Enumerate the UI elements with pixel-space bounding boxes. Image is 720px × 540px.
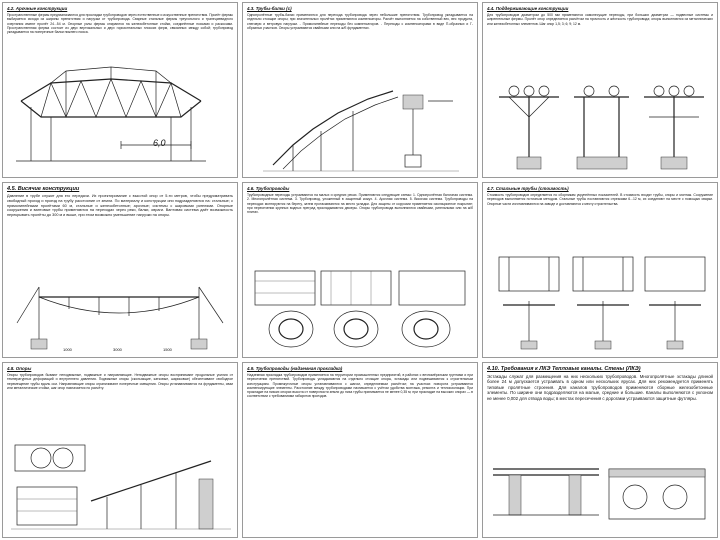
- slide-text: Эстакады служат для размещения на них нескольких трубопроводов. Многопролётные эстакады длиной более 24 м допускается устраивать в одном или нескольких ярусах. Для них рекомендуется применять типовые пролётные строения. Для каналов трубопроводов применяются сборные железобетонные элементы. По ширине они подразделяются на малые, средние и большие. Каналы выполняются с уклоном не менее 0,002 для отвода воды; в местах пересечения с дорогами устраиваются защитные футляры.: [487, 374, 713, 401]
- slide-text: Давление в трубе служит для его передачи. Их проектирование с высотой опор от 5-ти метров, чтобы предусматривать свободный проход и проезд на трубу расстояние от земли. По материалу и конструкции они подразделяются на: стальные; с прямолинейными пролётами 60 м, стальные и железобетонные; арочные; системы с шаровыми ригелями. Опорные сооружения и вантовые трубы применяются на переходах через реки, балки, овраги. Вантовая система даёт возможность перекрывать пролёты до 300 м и выше, при этом возможно уменьшение нагрузки на опоры.: [7, 194, 233, 218]
- slide-7-supports: [2, 362, 238, 538]
- slide-title: 4.2. Арочные конструкции: [7, 6, 68, 11]
- slide-title: 4.6. Трубопроводы: [247, 186, 290, 191]
- beam-section-drawing: [263, 85, 459, 173]
- slide-text: Стоимость трубопроводов определяется по сборникам укрупнённых показателей. В стоимость входят трубы, опоры и монтаж. Сооружение переходов выполняется поточным методом. Стальные трубы поставляются отрезками 6...12 м, их соединяют на месте с помощью сварки. Опорные части изготавливаются на заводе и доставляются к месту строительства.: [487, 193, 713, 206]
- dimension-label-1: 1000: [63, 347, 72, 352]
- slide-3-support-structures: [482, 2, 718, 178]
- slide-title: 4.10. Требования к ЛКЭ Тепловые каналы. Стены (ЛКЭ): [487, 366, 641, 372]
- slide-title: 4.5. Висячие конструкции: [7, 186, 80, 192]
- slide-5-pipelines: [242, 182, 478, 358]
- slide-title: 4.9. Трубопроводы (надземная прокладка): [247, 366, 343, 371]
- dimension-label-3: 1500: [163, 347, 172, 352]
- slide-title: 4.7. Стальные трубы (стоимость): [487, 186, 569, 191]
- slide-9-channels: [482, 362, 718, 538]
- slide-title: 4.4. Поддерживающие конструкции: [487, 6, 569, 11]
- slide-text: Опоры трубопроводов бывают неподвижные, подвижные и направляющие. Неподвижные опоры воспринимают продольные усилия от температурных деформаций и внутреннего давления. Подвижные опоры (скользящие, катковые, шариковые) обеспечивают свободное перемещение трубы вдоль оси. Направляющие опоры ограничивают поперечные смещения. Опоры устанавливаются на фундаменты, сваи или металлические стойки, шаг опор назначается по расчёту.: [7, 373, 233, 390]
- slide-text: Для трубопроводов диаметром до 500 мм применяются самонесущие переходы, при больших диаметрах — подвесные системы и шпренгельные фермы. Пролёт опор определяется расчётом на прочность и жёсткость трубопровода; опоры выполняются из металлических или железобетонных элементов. Шаг опор 1,5; 3; 6; 9; 12 м.: [487, 13, 713, 26]
- slide-title: 4.8. Опоры: [7, 366, 32, 371]
- suspension-drawing: [9, 283, 233, 353]
- steel-pipes-drawing: [489, 249, 713, 353]
- support-drawings: [489, 77, 711, 173]
- slide-title: 4.3. Трубы-балки (с): [247, 6, 292, 11]
- slide-text: Надземная прокладка трубопроводов применяется на территории промышленных предприятий, в районах с вечномёрзлыми грунтами и при пересечении препятствий. Трубопроводы укладываются на отдельно стоящие опоры, эстакады или подвешиваются к строительным конструкциям. Промежуточные опоры устанавливаются с шагом, определяемым расчётом; на участках поворота устраиваются компенсирующие элементы. Расстояние между трубопроводами назначается с учётом удобства монтажа, ремонта и теплоизоляции. При прокладке на низких опорах высота от поверхности земли до низа трубы принимается не менее 0,35 м; при прокладке на высоких опорах — в соответствии с требованиями габаритов проездов.: [247, 373, 473, 399]
- slide-4-suspension: [2, 182, 238, 358]
- slide-8-overground-pipelines: [242, 362, 478, 538]
- pipeline-sections-drawing: [251, 263, 471, 353]
- channels-drawing: [489, 459, 713, 533]
- slide-text: Трубопроводные переходы устраиваются на малых и средних реках. Применяются следующие схемы: 1. Однопролётная балочная система. 2. Многопролётная система. 3. Трубопровод, уложенный в защитный кожух. 4. Арочная система. 5. Висячая система. Трубопроводы на переходах монтируются на берегу, затем протаскиваются на место укладки. Для защиты от коррозии применяется изоляционное покрытие; при пересечении крупных водных преград прокладываются дюкеры. Опоры трубопровода выполняются свайными, ригельными или на ж/б плитах.: [247, 193, 473, 215]
- supports-drawing: [11, 439, 231, 533]
- slide-1-arch-truss: [2, 2, 238, 178]
- slide-text: Однопролётные трубы-балки применяются для перехода трубопровода через небольшие препятствия. Трубопровод укладывается на отдельно стоящие опоры; при значительных пролётах применяются компенсаторы. Расчёт выполняется на собственный вес, вес продукта, снеговую и ветровую нагрузки. - Прямолинейные переходы без компенсаторов. - Переходы с компенсаторами в виде П-образных и Г-образных участков. Опоры устраиваются свайными или на ж/б фундаментах.: [247, 13, 473, 30]
- truss-drawing: [11, 61, 211, 169]
- dimension-label-2: 3000: [113, 347, 122, 352]
- slide-2-pipe-beams: [242, 2, 478, 178]
- slide-6-steel-pipes: [482, 182, 718, 358]
- slide-text: Пространственные фермы предназначаются для прокладки трубопроводов через естественные и искусственные препятствия. Пролёт фермы выбирается исходя из ширины препятствия и нагрузки от трубопровода. Сварные стальные фермы треугольного и трапециевидного очертания имеют пролёт 24...54 м. Опорные узлы фермы опираются на железобетонные стойки, соединённые поясами и раскосами. Пространственная ферма состоит из двух вертикальных и двух горизонтальных плоских ферм, связанных между собой; трубопровод укладывается на поперечные балки нижнего пояса.: [7, 13, 233, 35]
- dimension-label: 6,0: [153, 138, 166, 148]
